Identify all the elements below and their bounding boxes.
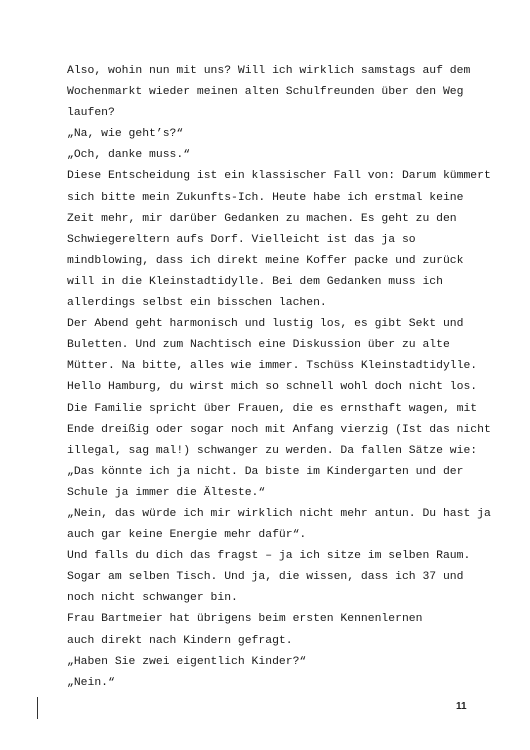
text-line: „Nein.“ <box>67 676 115 689</box>
text-line: Also, wohin nun mit uns? Will ich wirklich samstags auf dem <box>67 65 471 77</box>
text-line: auch gar keine Energie mehr dafür“. <box>67 529 307 542</box>
text-line: Frau Bartmeier hat übrigens beim ersten Kennenlernen <box>67 613 423 626</box>
text-line: Sogar am selben Tisch. Und ja, die wissen, dass ich 37 und <box>67 571 464 584</box>
text-line: Schule ja immer die Älteste.“ <box>67 486 266 499</box>
text-line: „Och, danke muss.“ <box>67 149 191 162</box>
text-line: Mütter. Na bitte, alles wie immer. Tschüss Kleinstadtidylle. <box>67 360 478 373</box>
text-line: „Das könnte ich ja nicht. Da biste im Kindergarten und der <box>67 465 464 478</box>
text-line: illegal, sag mal!) schwanger zu werden. Da fallen Sätze wie: <box>67 444 478 457</box>
page-number: 11 <box>456 701 467 712</box>
text-line: „Na, wie geht’s?“ <box>67 128 184 141</box>
text-line: Und falls du dich das fragst – ja ich sitze im selben Raum. <box>67 550 471 563</box>
text-line: laufen? <box>67 107 115 120</box>
text-line: auch direkt nach Kindern gefragt. <box>67 634 293 647</box>
text-line: Der Abend geht harmonisch und lustig los, es gibt Sekt und <box>67 318 464 331</box>
text-line: „Nein, das würde ich mir wirklich nicht mehr antun. Du hast ja <box>67 507 491 520</box>
text-line: Zeit mehr, mir darüber Gedanken zu machen. Es geht zu den <box>67 212 457 225</box>
text-line: „Haben Sie zwei eigentlich Kinder?“ <box>67 655 307 668</box>
text-line: allerdings selbst ein bisschen lachen. <box>67 297 327 310</box>
text-line: Schwiegereltern aufs Dorf. Vielleicht ist das ja so <box>67 233 416 246</box>
text-line: Wochenmarkt wieder meinen alten Schulfreunden über den Weg <box>67 86 464 99</box>
text-line: will in die Kleinstadtidylle. Bei dem Gedanken muss ich <box>67 275 443 288</box>
text-line: Diese Entscheidung ist ein klassischer Fall von: Darum kümmert <box>67 170 491 183</box>
text-line: Ende dreißig oder sogar noch mit Anfang vierzig (Ist das nicht <box>67 423 491 436</box>
text-line: Hello Hamburg, du wirst mich so schnell wohl doch nicht los. <box>67 381 478 394</box>
text-line: Buletten. Und zum Nachtisch eine Diskussion über zu alte <box>67 339 450 352</box>
text-line: noch nicht schwanger bin. <box>67 592 238 605</box>
body-text <box>67 61 491 694</box>
text-line: mindblowing, dass ich direkt meine Koffer packe und zurück <box>67 254 464 267</box>
text-line: Die Familie spricht über Frauen, die es ernsthaft wagen, mit <box>67 402 478 415</box>
text-line: sich bitte mein Zukunfts-Ich. Heute habe ich erstmal keine <box>67 191 464 204</box>
footer-vertical-rule <box>37 697 38 719</box>
